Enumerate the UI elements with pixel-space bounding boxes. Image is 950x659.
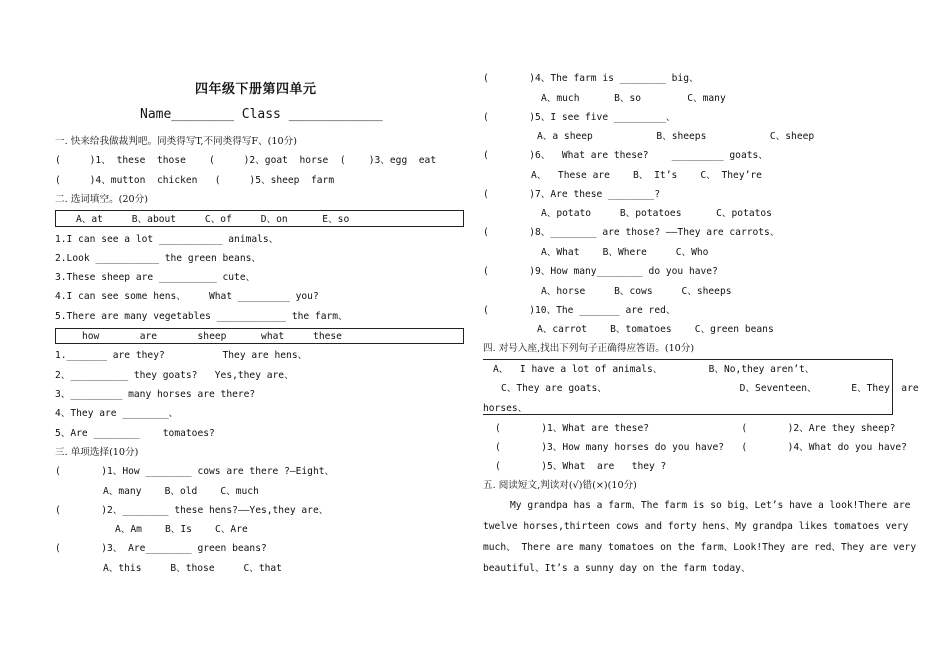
choice-question-8: ( )8、________ are those? ——They are carrots、 [483, 227, 780, 238]
reading-paragraph-line-2: twelve horses,thirteen cows and forty hens、My grandpa likes tomatoes very [483, 521, 909, 532]
choice-question-10: ( )10、The _______ are red、 [483, 305, 676, 316]
name-class-line: Name________ Class ____________ [140, 107, 383, 122]
fill-question-7: 2、__________ they goats? Yes,they are、 [55, 370, 294, 381]
choice-question-1-options: A、many B、old C、much [103, 486, 259, 497]
section-1-row-2: ( )4、mutton chicken ( )5、sheep farm [55, 175, 335, 186]
fill-question-5: 5.There are many vegetables ____________ the farm、 [55, 311, 348, 322]
reading-paragraph-line-4: beautiful、It’s a sunny day on the farm today、 [483, 563, 751, 574]
section-3-heading: 三. 单项选择(10分) [55, 447, 139, 458]
choice-question-3-options: A、this B、those C、that [103, 563, 282, 574]
choice-question-6-options: A、 These are B、 It’s C、 They’re [531, 170, 762, 181]
choice-question-7: ( )7、Are these ________? [483, 189, 661, 200]
answer-bank-line-1: A、 I have a lot of animals、 B、No,they aren’t、 [493, 364, 815, 375]
choice-question-6: ( )6、 What are these? _________ goats、 [483, 150, 768, 161]
choice-question-5-options: A、a sheep B、sheeps C、sheep [537, 131, 815, 142]
word-bank-box-2 [55, 328, 464, 344]
answer-bank-box [483, 359, 919, 415]
fill-question-6: 1._______ are they? They are hens、 [55, 350, 308, 361]
choice-question-2: ( )2、________ these hens?——Yes,they are、 [55, 505, 329, 516]
reading-paragraph-line-1: My grandpa has a farm、The farm is so big、Let’s have a look!There are [510, 500, 911, 511]
choice-question-1: ( )1、How ________ cows are there ?—Eight、 [55, 466, 335, 477]
word-bank-1-text: A、at B、about C、of D、on E、so [76, 214, 350, 225]
choice-question-3: ( )3、 Are________ green beans? [55, 543, 267, 554]
choice-question-10-options: A、carrot B、tomatoes C、green beans [537, 324, 774, 335]
choice-question-4-options: A、much B、so C、many [541, 93, 726, 104]
match-row-1: ( )1、What are these? ( )2、Are they sheep? [495, 423, 896, 434]
word-bank-2-text: how are sheep what these [82, 331, 342, 342]
match-row-3: ( )5、What are they ? [495, 461, 667, 472]
fill-question-1: 1.I can see a lot ___________ animals、 [55, 234, 279, 245]
worksheet-title: 四年级下册第四单元 [195, 82, 317, 97]
section-5-heading: 五. 阅读短文,判读对(√)错(×)(10分) [483, 480, 637, 491]
reading-paragraph-line-3: much、 There are many tomatoes on the farm、Look!They are red、They are very [483, 542, 917, 553]
word-bank-box-1 [55, 210, 464, 227]
answer-bank-line-2: C、They are goats、 D、Seventeen、 E、They are [501, 383, 919, 394]
fill-question-10: 5、Are ________ tomatoes? [55, 428, 215, 439]
section-2-heading: 二. 选词填空。(20分) [55, 194, 148, 205]
fill-question-2: 2.Look ___________ the green beans、 [55, 253, 261, 264]
choice-question-4: ( )4、The farm is ________ big、 [483, 73, 699, 84]
choice-question-9-options: A、horse B、cows C、sheeps [541, 286, 732, 297]
fill-question-8: 3、_________ many horses are there? [55, 389, 256, 400]
choice-question-8-options: A、What B、Where C、Who [541, 247, 709, 258]
fill-question-4: 4.I can see some hens、 What _________ you? [55, 291, 319, 302]
choice-question-2-options: A、Am B、Is C、Are [115, 524, 248, 535]
section-1-row-1: ( )1、 these those ( )2、goat horse ( )3、egg eat [55, 155, 437, 166]
section-1-heading: 一. 快来给我做裁判吧。同类得写T,不同类得写F、(10分) [55, 136, 297, 147]
fill-question-9: 4、They are ________、 [55, 408, 179, 419]
match-row-2: ( )3、How many horses do you have? ( )4、What do you have? [495, 442, 907, 453]
choice-question-7-options: A、potato B、potatoes C、potatos [541, 208, 772, 219]
section-4-heading: 四. 对号入座,找出下列句子正确得应答语。(10分) [483, 343, 695, 354]
choice-question-9: ( )9、How many________ do you have? [483, 266, 718, 277]
answer-bank-line-3: horses、 [483, 403, 528, 414]
fill-question-3: 3.These sheep are __________ cute、 [55, 272, 256, 283]
choice-question-5: ( )5、I see five _________、 [483, 112, 676, 123]
